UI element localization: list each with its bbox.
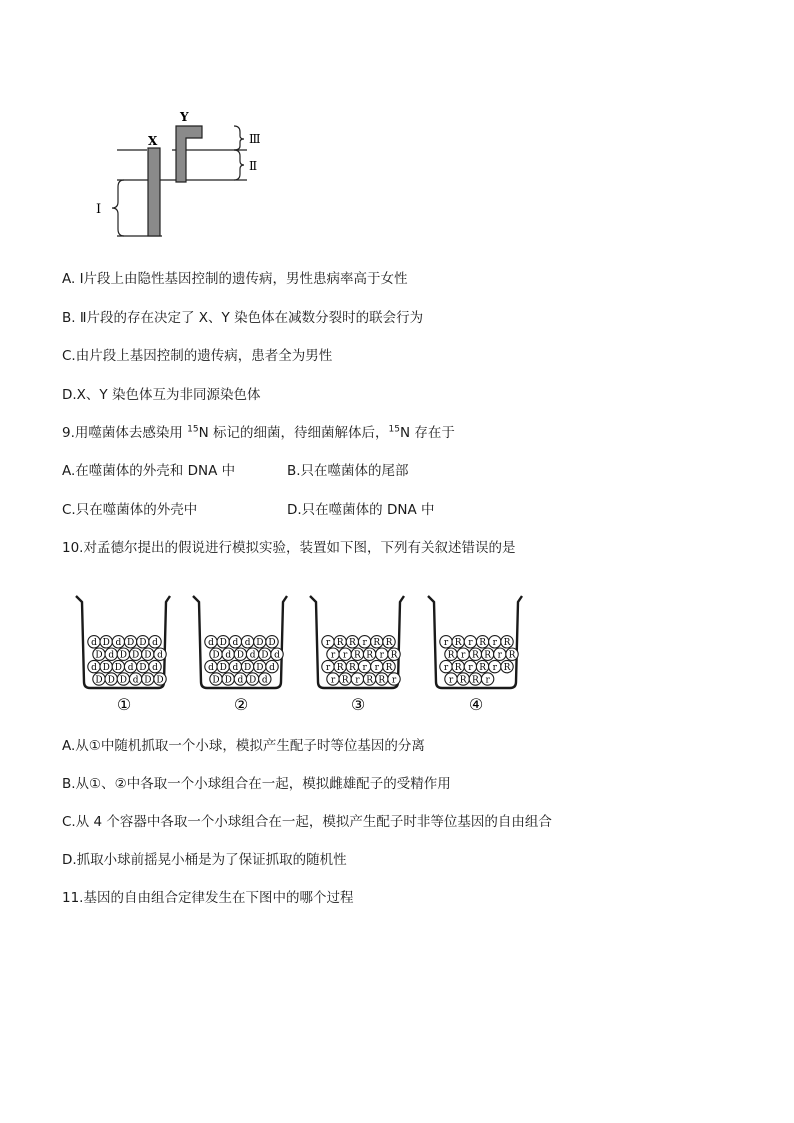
- beaker-4: [428, 596, 522, 714]
- q9-isotope-sup-1: 15: [187, 424, 199, 435]
- q8-option-a: A. Ⅰ片段上由隐性基因控制的遗传病，男性患病率高于女性: [62, 271, 408, 287]
- q9-option-b: B.只在噬菌体的尾部: [287, 463, 409, 479]
- q8-option-c: C.由片段上基因控制的遗传病，患者全为男性: [62, 348, 333, 364]
- ball-label: r: [492, 638, 497, 649]
- ball-label: D: [236, 650, 245, 661]
- x-chromosome: [148, 148, 160, 236]
- ball-label: D: [212, 650, 220, 661]
- ball-label: R: [366, 650, 373, 661]
- ball-label: R: [378, 675, 386, 686]
- ball-label: R: [472, 675, 479, 686]
- ball-label: d: [261, 675, 268, 686]
- q9-stem-post: N 存在于: [399, 425, 455, 441]
- ball-label: r: [485, 675, 490, 686]
- ball-label: r: [497, 650, 502, 661]
- label-y: Y: [180, 110, 189, 124]
- ball-label: R: [385, 663, 393, 673]
- ball-label: R: [508, 650, 516, 661]
- xy-chromosome-figure: [62, 100, 282, 250]
- ball-label: d: [237, 675, 244, 686]
- ball-label: d: [91, 663, 97, 673]
- q9-option-c: C.只在噬菌体的外壳中: [62, 502, 198, 518]
- ball-label: d: [232, 663, 239, 673]
- q9-option-d: D.只在噬菌体的 DNA 中: [287, 502, 435, 518]
- brace-i: [112, 180, 124, 236]
- ball-label: D: [261, 650, 269, 661]
- ball-label: R: [385, 638, 393, 649]
- ball-label: D: [107, 675, 115, 686]
- ball-label: R: [472, 650, 479, 661]
- ball-label: D: [139, 638, 147, 649]
- ball-label: D: [144, 650, 152, 661]
- ball-label: r: [362, 638, 367, 649]
- ball-label: D: [256, 638, 264, 649]
- q8-option-d: D.X、Y 染色体互为非同源染色体: [62, 387, 261, 403]
- beaker-number-label: ①: [116, 695, 132, 714]
- ball-label: r: [461, 650, 466, 661]
- ball-label: R: [479, 663, 486, 673]
- q9-option-a: A.在噬菌体的外壳和 DNA 中: [62, 463, 236, 479]
- ball-label: d: [232, 638, 239, 649]
- beaker-number-label: ②: [233, 695, 249, 714]
- ball-label: d: [208, 663, 214, 673]
- ball-label: D: [268, 638, 276, 649]
- ball-label: r: [330, 675, 336, 686]
- beaker-3: [310, 596, 404, 714]
- q10-option-b: B.从①、②中各取一个小球组合在一起，模拟雌雄配子的受精作用: [62, 776, 451, 792]
- ball-label: r: [325, 638, 331, 649]
- ball-label: D: [139, 663, 147, 673]
- beaker-figure: [62, 584, 542, 716]
- ball-label: D: [126, 638, 135, 649]
- ball-label: R: [336, 638, 344, 649]
- ball-label: d: [152, 638, 158, 649]
- ball-label: D: [114, 663, 123, 673]
- ball-label: r: [468, 638, 473, 649]
- ball-label: D: [248, 675, 257, 686]
- ball-label: R: [390, 650, 398, 661]
- ball-label: d: [108, 650, 115, 661]
- ball-label: d: [208, 638, 214, 649]
- label-iii: Ⅲ: [249, 132, 261, 146]
- label-x: X: [148, 134, 158, 148]
- ball-label: R: [459, 675, 467, 686]
- ball-label: D: [219, 638, 227, 649]
- ball-label: d: [132, 675, 139, 686]
- ball-label: R: [479, 638, 486, 649]
- ball-label: R: [454, 638, 462, 649]
- ball-label: D: [95, 650, 103, 661]
- ball-label: r: [343, 650, 348, 661]
- q9-stem: [62, 424, 455, 442]
- ball-label: D: [119, 675, 128, 686]
- ball-label: d: [225, 650, 232, 661]
- ball-label: D: [119, 650, 128, 661]
- ball-label: r: [443, 663, 449, 673]
- ball-label: D: [243, 663, 252, 673]
- ball-label: r: [355, 675, 360, 686]
- ball-label: R: [349, 638, 356, 649]
- ball-label: D: [131, 650, 140, 661]
- q10-option-c: C.从 4 个容器中各取一个小球组合在一起，模拟产生配子时非等位基因的自由组合: [62, 814, 552, 830]
- ball-label: d: [127, 663, 134, 673]
- y-chromosome: [176, 126, 202, 182]
- ball-label: r: [443, 638, 449, 649]
- q9-stem-mid: N 标记的细菌，待细菌解体后，: [198, 425, 389, 441]
- ball-label: D: [219, 663, 227, 673]
- ball-label: D: [144, 675, 152, 686]
- ball-label: r: [492, 663, 497, 673]
- ball-label: r: [330, 650, 336, 661]
- ball-label: R: [373, 638, 381, 649]
- ball-label: d: [152, 663, 158, 673]
- ball-label: R: [354, 650, 361, 661]
- ball-label: D: [102, 663, 110, 673]
- ball-label: d: [115, 638, 122, 649]
- q11-stem: 11.基因的自由组合定律发生在下图中的哪个过程: [62, 890, 354, 906]
- beaker-1: [76, 596, 170, 714]
- beaker-number-label: ④: [468, 695, 484, 714]
- ball-label: r: [379, 650, 384, 661]
- ball-label: d: [91, 638, 97, 649]
- ball-label: D: [212, 675, 220, 686]
- ball-label: r: [325, 663, 331, 673]
- ball-label: r: [391, 675, 397, 686]
- ball-label: R: [341, 675, 349, 686]
- ball-label: R: [503, 663, 511, 673]
- q10-option-d: D.抓取小球前摇晃小桶是为了保证抓取的随机性: [62, 852, 347, 868]
- beaker-number-label: ③: [350, 695, 366, 714]
- ball-label: D: [256, 663, 264, 673]
- label-ii: Ⅱ: [249, 159, 258, 173]
- ball-label: D: [156, 675, 164, 686]
- ball-label: R: [454, 663, 462, 673]
- q9-isotope-sup-2: 15: [388, 424, 400, 435]
- ball-label: d: [157, 650, 163, 661]
- q10-option-a: A.从①中随机抓取一个小球，模拟产生配子时等位基因的分离: [62, 738, 425, 754]
- ball-label: D: [224, 675, 232, 686]
- ball-label: r: [362, 663, 367, 673]
- ball-label: D: [95, 675, 103, 686]
- label-i: Ⅰ: [96, 202, 102, 217]
- ball-label: R: [366, 675, 373, 686]
- brace-ii: [234, 150, 244, 180]
- q9-stem-pre: 9.用噬菌体去感染用: [62, 425, 188, 441]
- ball-label: r: [468, 663, 473, 673]
- q8-option-b: B. Ⅱ片段的存在决定了 X、Y 染色体在减数分裂时的联会行为: [62, 310, 424, 326]
- ball-label: R: [484, 650, 491, 661]
- ball-label: d: [269, 663, 275, 673]
- ball-label: R: [447, 650, 455, 661]
- beaker-2: [193, 596, 287, 714]
- brace-iii: [234, 126, 244, 150]
- ball-label: D: [102, 638, 110, 649]
- ball-label: r: [374, 663, 379, 673]
- ball-label: d: [249, 650, 256, 661]
- ball-label: R: [336, 663, 344, 673]
- ball-label: d: [244, 638, 251, 649]
- ball-label: R: [349, 663, 356, 673]
- ball-label: r: [448, 675, 454, 686]
- ball-label: R: [503, 638, 511, 649]
- q10-stem: 10.对孟德尔提出的假说进行模拟实验，装置如下图，下列有关叙述错误的是: [62, 540, 516, 556]
- ball-label: d: [274, 650, 280, 661]
